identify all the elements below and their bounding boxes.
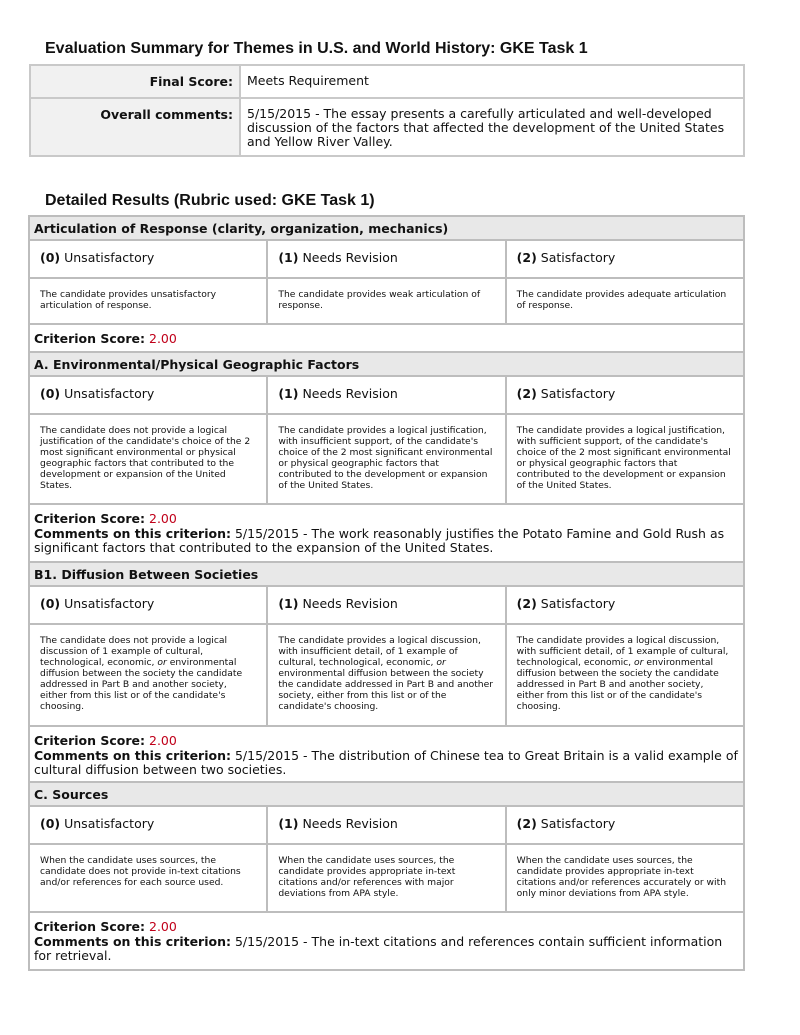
description-row [30,415,743,505]
level-name: Unsatisfactory [64,596,155,611]
criterion-score-value: 2.00 [149,331,177,346]
level-number: (0) [40,816,61,831]
criterion-header-diffusion: B1. Diffusion Between Societies [30,563,743,587]
criterion-score-value: 2.00 [149,511,177,526]
criterion-score-value: 2.00 [149,919,177,934]
description-text: environmental diffusion between the society the candidate addressed in Part B and another society, either from this list or of the candidate's choosing. [516,657,719,712]
description-needs-revision: When the candidate uses sources, the candidate provides appropriate in-text citations and/or references with major deviations from APA style. [268,845,506,911]
criterion-comment-text: 5/15/2015 - The work reasonably justifies the Potato Famine and Gold Rush as significant factors that contributed to the expansion of the United States. [34,525,725,555]
description-satisfactory [507,625,743,725]
final-score-value: Meets Requirement [247,73,369,88]
description-satisfactory: When the candidate uses sources, the candidate provides appropriate in-text citations and/or references accurately or with only minor deviations from APA style. [516,855,727,899]
level-satisfactory [507,241,743,277]
level-name: Satisfactory [540,250,616,265]
level-number: (2) [516,386,537,401]
level-name: Needs Revision [302,386,398,401]
level-unsatisfactory [30,587,268,623]
final-score-row [31,66,743,97]
criterion-comments-label: Comments on this criterion: [34,525,231,541]
criterion-score-label: Criterion Score: [34,919,146,934]
level-satisfactory [507,807,743,843]
description-satisfactory: The candidate provides a logical justification, with sufficient support, of the candidate's choice of the 2 most significant environmental or physical geographic factors that contributed to the development or expansion of the United States. [516,425,731,491]
level-name: Needs Revision [302,596,398,611]
level-number: (1) [278,250,299,265]
level-name: Unsatisfactory [64,386,155,401]
description-needs-revision: The candidate provides a logical justification, with insufficient support, of the candidate's choice of the 2 most significant environmental or physical geographic factors that contributed to the development or expansion of the United States. [268,415,506,503]
description-row [30,279,743,325]
criterion-header-geographic-factors: A. Environmental/Physical Geographic Factors [30,353,743,377]
description-emphasis: or [157,657,167,668]
level-unsatisfactory [30,241,268,277]
level-unsatisfactory [30,377,268,413]
level-number: (2) [516,596,537,611]
criterion-score-label: Criterion Score: [34,733,146,748]
page-title: Evaluation Summary for Themes in U.S. and World History: GKE Task 1 [45,40,588,57]
level-number: (0) [40,250,61,265]
level-name: Satisfactory [540,596,616,611]
criterion-score-label: Criterion Score: [34,511,146,526]
level-name: Satisfactory [540,386,616,401]
detailed-results-heading: Detailed Results (Rubric used: GKE Task 1) [45,192,375,209]
criterion-comments-label: Comments on this criterion: [34,933,231,949]
level-needs-revision [268,587,506,623]
level-name: Needs Revision [302,816,398,831]
level-name: Unsatisfactory [64,816,155,831]
level-number: (1) [278,386,299,401]
description-row [30,845,743,913]
level-name: Needs Revision [302,250,398,265]
description-row [30,625,743,727]
level-satisfactory [507,587,743,623]
description-needs-revision [268,625,506,725]
description-text: The candidate does not provide a logical discussion of 1 example of cultural, technological, economic, [40,635,228,668]
level-number: (1) [278,816,299,831]
criterion-score-label: Criterion Score: [34,331,146,346]
criterion-comment-text: 5/15/2015 - The distribution of Chinese tea to Great Britain is a valid example of cultural diffusion between two societies. [34,747,738,777]
level-name: Satisfactory [540,816,616,831]
level-number: (1) [278,596,299,611]
description-text: environmental diffusion between the society the candidate addressed in Part B and another society, either from this list or of the candidate's choosing. [40,657,243,712]
overall-comments-row [31,97,743,155]
level-number: (2) [516,250,537,265]
criterion-score-block [30,913,743,969]
level-row [30,807,743,845]
description-emphasis: or [634,657,644,668]
level-number: (0) [40,596,61,611]
final-score-label: Final Score: [31,66,241,97]
description-text: The candidate provides a logical discussion, with insufficient detail, of 1 example of cultural, technological, economic, [278,635,481,668]
overall-comments-value: 5/15/2015 - The essay presents a carefully articulated and well-developed discussion of the factors that affected the development of the United States and Yellow River Valley. [247,106,725,149]
criterion-score-value: 2.00 [149,733,177,748]
level-number: (2) [516,816,537,831]
description-needs-revision: The candidate provides weak articulation of response. [268,279,506,323]
level-needs-revision [268,377,506,413]
level-name: Unsatisfactory [64,250,155,265]
level-row [30,241,743,279]
criterion-comment-text: 5/15/2015 - The in-text citations and references contain sufficient information for retrieval. [34,933,723,963]
rubric-table [28,215,745,971]
criterion-score-block [30,325,743,353]
description-unsatisfactory: When the candidate uses sources, the candidate does not provide in-text citations and/or references for each source used. [30,845,268,911]
description-text: The candidate provides a logical discussion, with sufficient detail, of 1 example of cultural, technological, economic, [516,635,729,668]
level-satisfactory [507,377,743,413]
description-unsatisfactory: The candidate provides unsatisfactory articulation of response. [30,279,268,323]
level-unsatisfactory [30,807,268,843]
level-row [30,587,743,625]
level-needs-revision [268,241,506,277]
criterion-score-block [30,727,743,783]
description-satisfactory: The candidate provides adequate articulation of response. [516,289,727,311]
criterion-header-articulation: Articulation of Response (clarity, organization, mechanics) [30,217,743,241]
criterion-comments-label: Comments on this criterion: [34,747,231,763]
level-number: (0) [40,386,61,401]
criterion-score-block [30,505,743,563]
level-needs-revision [268,807,506,843]
criterion-header-sources: C. Sources [30,783,743,807]
description-unsatisfactory: The candidate does not provide a logical justification of the candidate's choice of the 2 most significant environmental or physical geographic factors that contributed to the development or expansion of the United States. [30,415,268,503]
description-unsatisfactory [30,625,268,725]
level-row [30,377,743,415]
summary-table [29,64,745,157]
overall-comments-label: Overall comments: [31,99,241,155]
description-text: environmental diffusion between the society the candidate addressed in Part B and another society, either from this list or of the candidate's choosing. [278,668,494,712]
description-emphasis: or [436,657,446,668]
